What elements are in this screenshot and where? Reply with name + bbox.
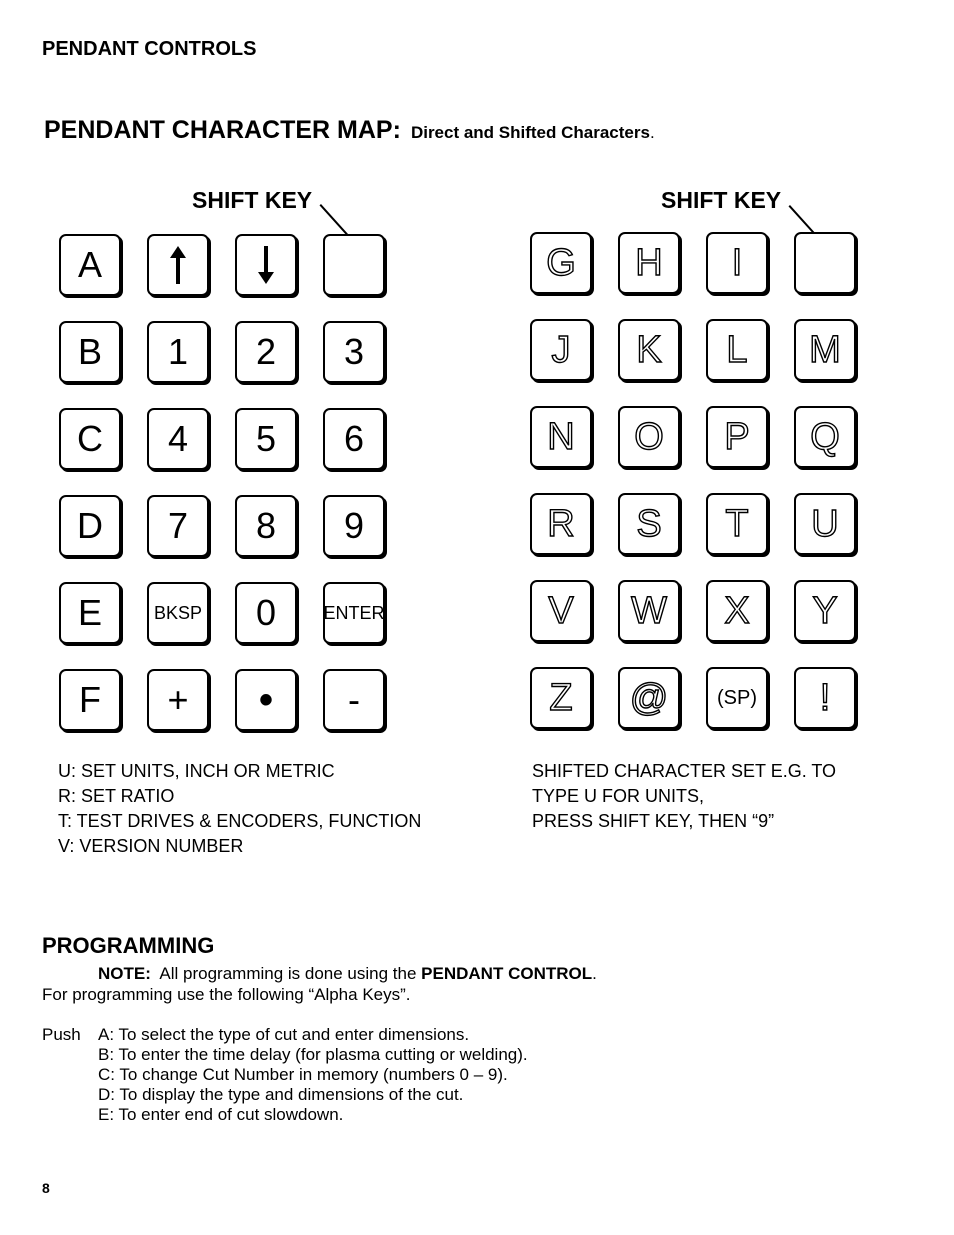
shift-key[interactable]: [323, 234, 385, 296]
keypad-key[interactable]: [59, 234, 121, 296]
keypad-key[interactable]: [323, 408, 385, 470]
key-label: C: [77, 418, 103, 459]
note-bold: PENDANT CONTROL: [421, 964, 593, 983]
key-label: 7: [167, 505, 189, 546]
note-line: R: SET RATIO: [58, 786, 175, 806]
keypad-key[interactable]: [530, 580, 592, 642]
key-label: G: [546, 242, 576, 284]
map-subtitle: Direct and Shifted Characters: [410, 123, 650, 142]
keypad-key[interactable]: [235, 408, 297, 470]
key-label: S: [636, 503, 662, 545]
key-label: E: [77, 592, 102, 633]
keypad-key[interactable]: [530, 406, 592, 468]
keypad-key[interactable]: [59, 582, 121, 644]
key-label: D: [77, 505, 103, 546]
map-subtitle-period: .: [649, 123, 655, 142]
key-label: 8: [255, 505, 277, 546]
keypad-key[interactable]: [618, 667, 680, 729]
key-label: T: [725, 503, 749, 545]
keypad-key[interactable]: [147, 582, 209, 644]
programming-note: [98, 964, 597, 984]
key-label: J: [551, 329, 571, 371]
keypad-key[interactable]: [147, 408, 209, 470]
keypad-key[interactable]: [530, 232, 592, 294]
key-label: Y: [812, 590, 838, 632]
left-shift-key-label: SHIFT KEY: [192, 187, 313, 213]
keypad-key[interactable]: [794, 667, 856, 729]
keypad-key[interactable]: [235, 321, 297, 383]
note-text: All programming is done using the: [159, 964, 417, 983]
programming-intro: For programming use the following “Alpha Keys”.: [42, 985, 411, 1004]
list-item: C: To change Cut Number in memory (numbers 0 – 9).: [98, 1065, 508, 1084]
keypad-key[interactable]: [530, 493, 592, 555]
keypad-key[interactable]: [706, 232, 768, 294]
key-label: V: [548, 590, 574, 632]
note-line: SHIFTED CHARACTER SET E.G. TO: [532, 761, 837, 781]
key-label: K: [636, 329, 662, 371]
keypad-key[interactable]: [147, 669, 209, 731]
keypad-key[interactable]: [235, 495, 297, 557]
keypad-key[interactable]: [530, 319, 592, 381]
keypad-key[interactable]: [235, 669, 297, 731]
keypad-key[interactable]: [794, 319, 856, 381]
key-label: 2: [255, 331, 277, 372]
key-label: •: [258, 678, 273, 722]
note-line: T: TEST DRIVES & ENCODERS, FUNCTION: [58, 811, 422, 831]
up-arrow-key[interactable]: [147, 234, 209, 296]
key-label: ENTER: [323, 603, 385, 623]
keypad-key[interactable]: [323, 495, 385, 557]
note-line: V: VERSION NUMBER: [58, 836, 244, 856]
keypad-key[interactable]: [794, 580, 856, 642]
down-arrow-icon: [256, 246, 276, 284]
key-label: I: [731, 242, 743, 284]
note-line: PRESS SHIFT KEY, THEN “9”: [532, 811, 775, 831]
key-label: P: [724, 416, 750, 458]
alpha-key-list: [98, 1025, 528, 1125]
list-item: A: To select the type of cut and enter dimensions.: [98, 1025, 470, 1044]
map-title-text: PENDANT CHARACTER MAP:: [44, 116, 401, 144]
key-label: A: [77, 244, 102, 285]
up-arrow-icon: [168, 246, 188, 284]
key-label: R: [547, 503, 575, 545]
keypad-key[interactable]: [530, 667, 592, 729]
key-label: !: [819, 677, 831, 719]
key-label: U: [811, 503, 839, 545]
key-label: 3: [343, 331, 365, 372]
keypad-key[interactable]: [323, 321, 385, 383]
keypad-key[interactable]: [235, 582, 297, 644]
keypad-key[interactable]: [59, 669, 121, 731]
keypad-key[interactable]: [618, 319, 680, 381]
note-line: TYPE U FOR UNITS,: [532, 786, 705, 806]
down-arrow-key[interactable]: [235, 234, 297, 296]
key-label: 4: [167, 418, 189, 459]
push-label: Push: [42, 1025, 81, 1044]
key-label: X: [724, 590, 750, 632]
key-label: O: [634, 416, 664, 458]
page-number: 8: [42, 1180, 50, 1196]
right-notes: [532, 759, 836, 834]
keypad-key[interactable]: [618, 493, 680, 555]
key-label: 6: [343, 418, 365, 459]
key-label: L: [726, 329, 748, 371]
keypad-key[interactable]: [323, 582, 385, 644]
keypad-key[interactable]: [794, 493, 856, 555]
list-item: B: To enter the time delay (for plasma cutting or welding).: [98, 1045, 528, 1064]
key-label: BKSP: [153, 603, 203, 623]
keypad-key[interactable]: [794, 406, 856, 468]
keypad-key[interactable]: [147, 495, 209, 557]
key-label: -: [348, 679, 360, 720]
key-label: B: [77, 331, 102, 372]
key-label: F: [79, 679, 101, 720]
key-label: +: [167, 679, 189, 720]
shift-key[interactable]: [794, 232, 856, 294]
note-end: .: [592, 964, 597, 983]
keypad-key[interactable]: [59, 321, 121, 383]
right-shift-key-label: SHIFT KEY: [661, 187, 782, 213]
key-label: (SP): [717, 687, 757, 709]
keypad-key[interactable]: [618, 406, 680, 468]
key-label: 9: [343, 505, 365, 546]
key-label: M: [809, 329, 841, 371]
section-title: PENDANT CONTROLS: [42, 38, 257, 60]
keypad-key[interactable]: [618, 232, 680, 294]
keypad-key[interactable]: [706, 667, 768, 729]
keypad-key[interactable]: [59, 495, 121, 557]
character-map-title: [44, 116, 655, 145]
keypad-key[interactable]: [706, 319, 768, 381]
key-label: 0: [255, 592, 277, 633]
keypad-key[interactable]: [147, 321, 209, 383]
key-label: Q: [810, 416, 840, 458]
key-label: H: [635, 242, 663, 284]
keypad-key[interactable]: [706, 493, 768, 555]
list-item: E: To enter end of cut slowdown.: [98, 1105, 344, 1124]
keypad-key[interactable]: [618, 580, 680, 642]
key-label: Z: [549, 677, 573, 719]
key-label: W: [631, 590, 667, 632]
key-label: @: [629, 677, 669, 719]
keypad-key[interactable]: [323, 669, 385, 731]
keypad-key[interactable]: [706, 406, 768, 468]
key-label: 1: [167, 331, 189, 372]
key-label: N: [547, 416, 575, 458]
keypad-key[interactable]: [59, 408, 121, 470]
key-label: 5: [255, 418, 277, 459]
note-line: U: SET UNITS, INCH OR METRIC: [58, 761, 335, 781]
left-notes: [58, 759, 421, 859]
note-label: NOTE:: [98, 964, 151, 983]
list-item: D: To display the type and dimensions of the cut.: [98, 1085, 464, 1104]
keypad-key[interactable]: [706, 580, 768, 642]
programming-title: PROGRAMMING: [42, 933, 215, 958]
